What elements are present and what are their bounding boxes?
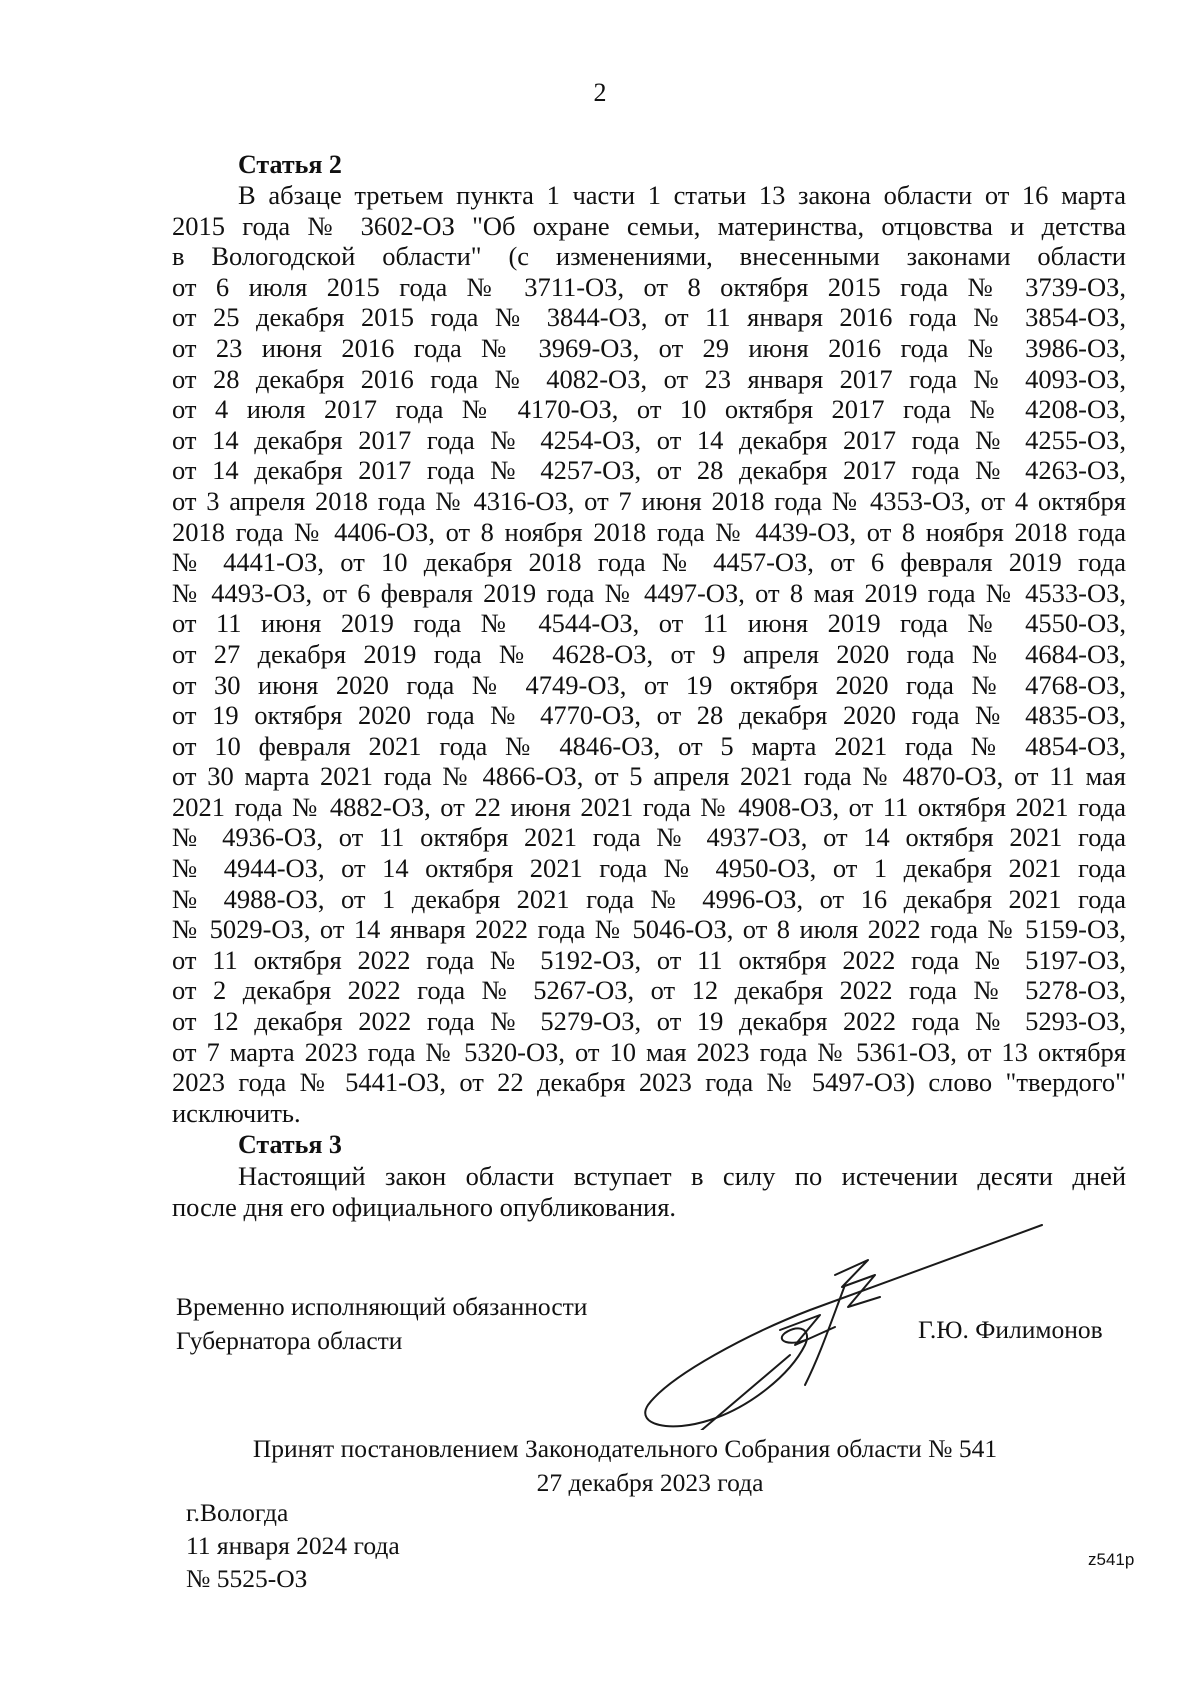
article-3-line: Настоящий закон области вступает в силу по истечении десяти дней — [238, 1161, 1126, 1191]
signing-date: 11 января 2024 года — [186, 1531, 400, 1560]
article-2-line: от 19 октября 2020 года № 4770-ОЗ, от 28 декабря 2020 года № 4835-ОЗ, — [172, 700, 1126, 731]
law-number: № 5525-ОЗ — [186, 1564, 308, 1593]
article-2-line: № 4493-ОЗ, от 6 февраля 2019 года № 4497-ОЗ, от 8 мая 2019 года № 4533-ОЗ, — [172, 577, 1126, 608]
article-2-line: № 4944-ОЗ, от 14 октября 2021 года № 4950-ОЗ, от 1 декабря 2021 года — [172, 853, 1126, 884]
place-date-block — [186, 1496, 400, 1595]
article-2-line: № 4936-ОЗ, от 11 октября 2021 года № 4937-ОЗ, от 14 октября 2021 года — [172, 822, 1126, 853]
article-2-line: 2021 года № 4882-ОЗ, от 22 июня 2021 года № 4908-ОЗ, от 11 октября 2021 года — [172, 791, 1126, 822]
article-2-line: № 4988-ОЗ, от 1 декабря 2021 года № 4996-ОЗ, от 16 декабря 2021 года — [172, 883, 1126, 914]
article-2-line: исключить. — [172, 1097, 301, 1128]
article-2-line: 2018 года № 4406-ОЗ, от 8 ноября 2018 года № 4439-ОЗ, от 8 ноября 2018 года — [172, 516, 1126, 547]
article-2-line: 2023 года № 5441-ОЗ, от 22 декабря 2023 года № 5497-ОЗ) слово "твердого" — [172, 1067, 1126, 1098]
article-2-line: от 11 октября 2022 года № 5192-ОЗ, от 11 октября 2022 года № 5197-ОЗ, — [172, 944, 1126, 975]
signatory-position-line1: Временно исполняющий обязанности — [176, 1292, 588, 1321]
article-2-line: от 3 апреля 2018 года № 4316-ОЗ, от 7 июня 2018 года № 4353-ОЗ, от 4 октября — [172, 485, 1126, 516]
article-2-line: от 14 декабря 2017 года № 4257-ОЗ, от 28 декабря 2017 года № 4263-ОЗ, — [172, 455, 1126, 486]
article-2-line: 2015 года № 3602-ОЗ "Об охране семьи, материнства, отцовства и детства — [172, 210, 1126, 241]
article-2-line: от 10 февраля 2021 года № 4846-ОЗ, от 5 марта 2021 года № 4854-ОЗ, — [172, 730, 1126, 761]
article-2-line: от 23 июня 2016 года № 3969-ОЗ, от 29 июня 2016 года № 3986-ОЗ, — [172, 332, 1126, 363]
article-2-line: от 28 декабря 2016 года № 4082-ОЗ, от 23 января 2017 года № 4093-ОЗ, — [172, 363, 1126, 394]
article-2-text — [172, 180, 1126, 1128]
document-code: z541p — [1088, 1550, 1135, 1569]
article-2-line: от 25 декабря 2015 года № 3844-ОЗ, от 11 января 2016 года № 3854-ОЗ, — [172, 302, 1126, 333]
page-number: 2 — [593, 78, 607, 107]
article-2-line: от 14 декабря 2017 года № 4254-ОЗ, от 14 декабря 2017 года № 4255-ОЗ, — [172, 424, 1126, 455]
adoption-line1: Принят постановлением Законодательного Собрания области № 541 — [252, 1434, 998, 1463]
article-3-line: после дня его официального опубликования. — [172, 1191, 677, 1222]
article-2-line: № 4441-ОЗ, от 10 декабря 2018 года № 4457-ОЗ, от 6 февраля 2019 года — [172, 547, 1126, 578]
article-2-line: от 2 декабря 2022 года № 5267-ОЗ, от 12 декабря 2022 года № 5278-ОЗ, — [172, 975, 1126, 1006]
signatory-name: Г.Ю. Филимонов — [918, 1315, 1103, 1344]
article-3-text — [172, 1161, 1126, 1222]
article-2-line: В абзаце третьем пункта 1 части 1 статьи 13 закона области от 16 марта — [238, 180, 1126, 210]
signatory-position-line2: Губернатора области — [176, 1326, 403, 1355]
article-2-line: от 27 декабря 2019 года № 4628-ОЗ, от 9 апреля 2020 года № 4684-ОЗ, — [172, 638, 1126, 669]
article-2-line: от 12 декабря 2022 года № 5279-ОЗ, от 19 декабря 2022 года № 5293-ОЗ, — [172, 1006, 1126, 1037]
article-2-line: от 6 июля 2015 года № 3711-ОЗ, от 8 октября 2015 года № 3739-ОЗ, — [172, 271, 1126, 302]
adoption-note — [0, 1432, 1200, 1500]
city: г.Вологда — [186, 1498, 289, 1527]
article-2-line: № 5029-ОЗ, от 14 января 2022 года № 5046-ОЗ, от 8 июля 2022 года № 5159-ОЗ, — [172, 914, 1126, 945]
article-2-title: Статья 2 — [238, 150, 342, 179]
article-2-line: от 4 июля 2017 года № 4170-ОЗ, от 10 октября 2017 года № 4208-ОЗ, — [172, 394, 1126, 425]
article-2-line: от 30 июня 2020 года № 4749-ОЗ, от 19 октября 2020 года № 4768-ОЗ, — [172, 669, 1126, 700]
article-2-line: от 11 июня 2019 года № 4544-ОЗ, от 11 июня 2019 года № 4550-ОЗ, — [172, 608, 1126, 639]
article-2-line: от 30 марта 2021 года № 4866-ОЗ, от 5 апреля 2021 года № 4870-ОЗ, от 11 мая — [172, 761, 1126, 792]
article-2-line: в Вологодской области" (с изменениями, внесенными законами области — [172, 241, 1126, 272]
article-2-line: от 7 марта 2023 года № 5320-ОЗ, от 10 мая 2023 года № 5361-ОЗ, от 13 октября — [172, 1036, 1126, 1067]
article-3-title: Статья 3 — [238, 1130, 342, 1159]
signatory-position — [176, 1290, 587, 1358]
adoption-line2: 27 декабря 2023 года — [536, 1468, 764, 1497]
